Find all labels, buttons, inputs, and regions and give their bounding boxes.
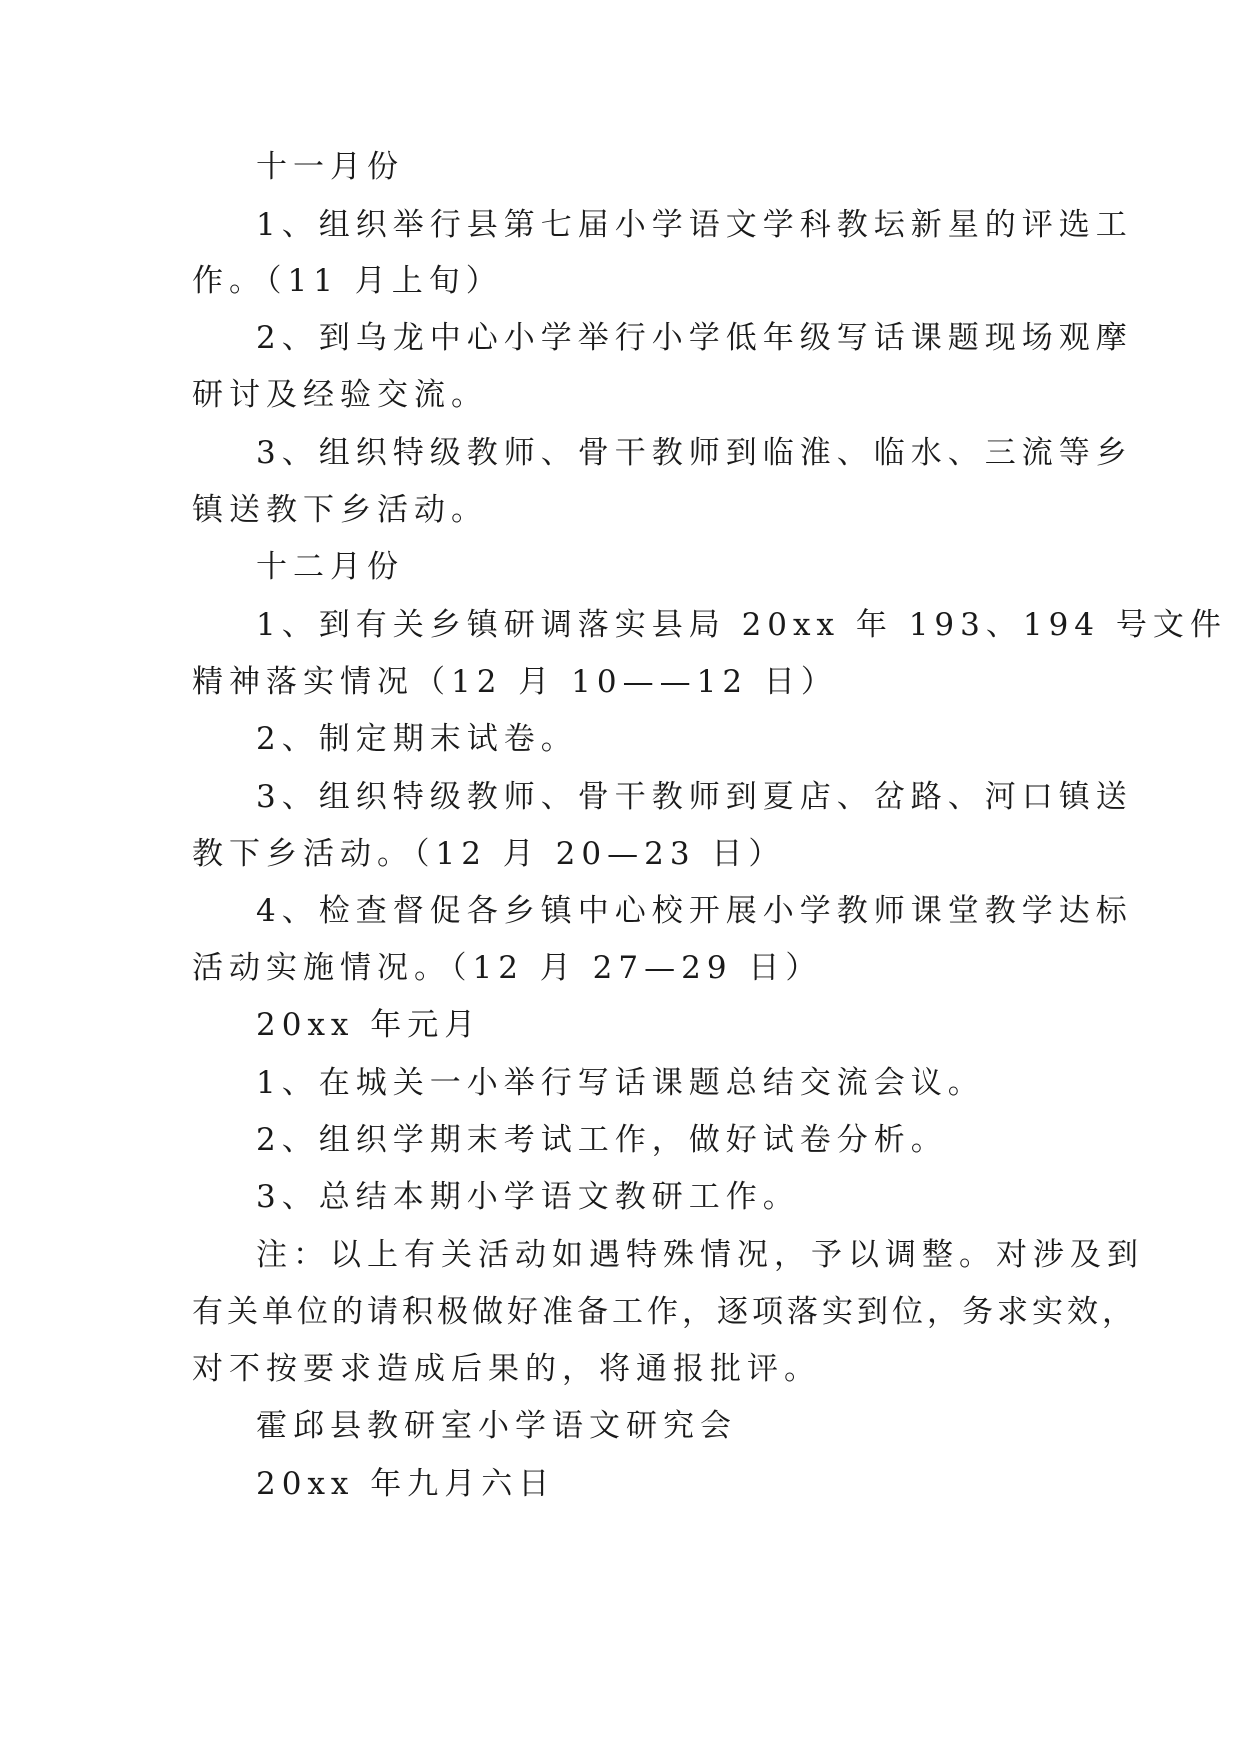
note-line-2: 有关单位的请积极做好准备工作，逐项落实到位，务求实效， [192, 1294, 1137, 1330]
dec-item-4-line-1: 4、检查督促各乡镇中心校开展小学教师课堂教学达标 [256, 893, 1133, 929]
dec-item-3-line-1: 3、组织特级教师、骨干教师到夏店、岔路、河口镇送 [256, 779, 1133, 815]
nov-item-3-line-2: 镇送教下乡活动。 [192, 492, 488, 528]
dec-item-1-line-2: 精神落实情况（12 月 10——12 日） [192, 664, 838, 700]
dec-item-1-line-1: 1、到有关乡镇研调落实县局 20xx 年 193、194 号文件 [256, 607, 1227, 643]
jan-item-1-line-1: 1、在城关一小举行写话课题总结交流会议。 [256, 1065, 985, 1101]
nov-item-2-line-1: 2、到乌龙中心小学举行小学低年级写话课题现场观摩 [256, 320, 1133, 356]
dec-item-4-line-2: 活动实施情况。（12 月 27—29 日） [192, 950, 823, 986]
section-heading-january: 20xx 年元月 [256, 1007, 482, 1043]
jan-item-3-line-1: 3、总结本期小学语文教研工作。 [256, 1179, 800, 1215]
dec-item-3-line-2: 教下乡活动。（12 月 20—23 日） [192, 836, 786, 872]
section-heading-december: 十二月份 [256, 549, 404, 585]
nov-item-2-line-2: 研讨及经验交流。 [192, 377, 488, 413]
signature-organization: 霍邱县教研室小学语文研究会 [256, 1408, 737, 1444]
signature-date: 20xx 年九月六日 [256, 1466, 556, 1502]
nov-item-1-line-2: 作。（11 月上旬） [192, 263, 503, 299]
note-line-1: 注：以上有关活动如遇特殊情况，予以调整。对涉及到 [256, 1237, 1144, 1273]
note-line-3: 对不按要求造成后果的，将通报批评。 [192, 1351, 821, 1387]
section-heading-november: 十一月份 [256, 149, 404, 185]
nov-item-1-line-1: 1、组织举行县第七届小学语文学科教坛新星的评选工 [256, 207, 1133, 243]
dec-item-2-line-1: 2、制定期末试卷。 [256, 721, 578, 757]
nov-item-3-line-1: 3、组织特级教师、骨干教师到临淮、临水、三流等乡 [256, 435, 1133, 471]
jan-item-2-line-1: 2、组织学期末考试工作，做好试卷分析。 [256, 1122, 948, 1158]
